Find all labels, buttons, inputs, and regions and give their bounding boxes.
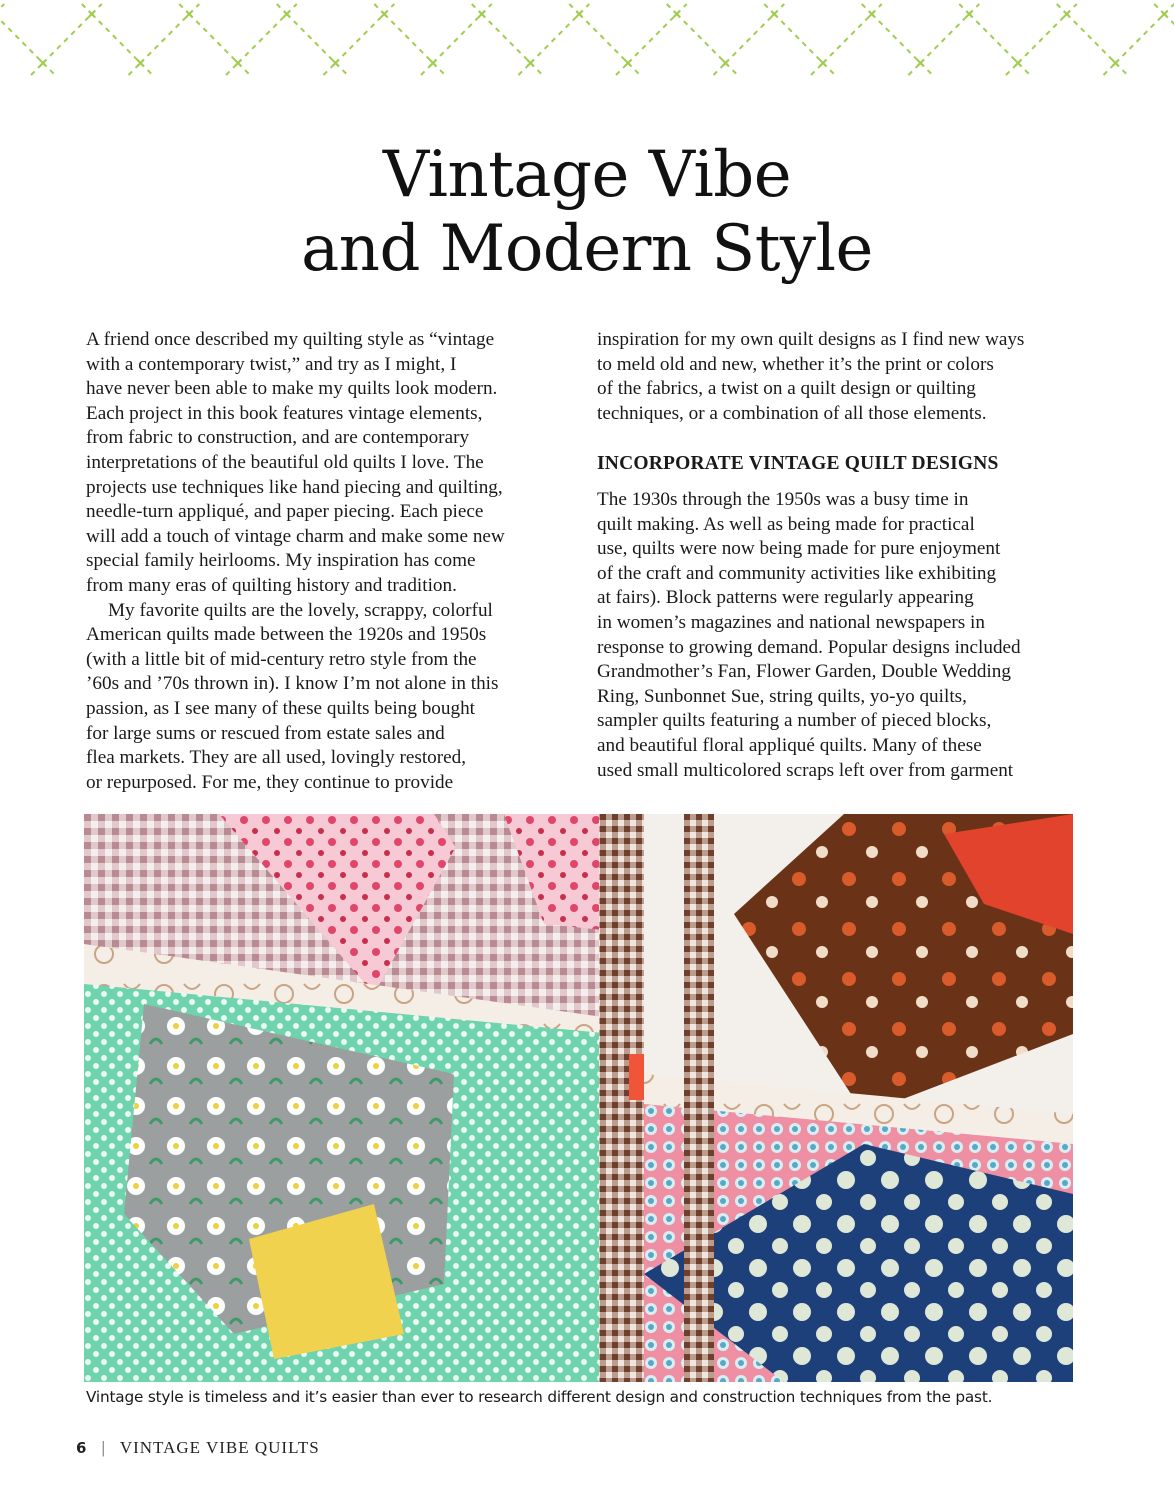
stitch-line [579,14,628,63]
body-paragraph [597,488,1077,783]
stitch-line [1164,14,1174,63]
cross-stitch-icon [723,60,729,66]
stitch-line [677,14,726,63]
stitch-line [336,14,385,63]
intro-paragraph [597,328,1077,426]
text-line: The 1930s through the 1950s was a busy time in [597,488,969,510]
text-line: American quilts made between the 1920s and 1950s [86,624,487,646]
cross-stitch-icon [918,60,924,66]
text-line: projects use techniques like hand piecing and quilting, [86,476,503,498]
cross-stitch-icon [674,11,680,17]
cross-stitch-icon [820,60,826,66]
text-line: Ring, Sunbonnet Sue, string quilts, yo-yo quilts, [597,685,967,707]
text-line: (with a little bit of mid-century retro style from the [86,648,477,670]
text-line: ’60s and ’70s thrown in). I know I’m not alone in this [86,673,499,695]
text-line: My favorite quilts are the lovely, scrappy, colorful [108,599,493,621]
text-line: for large sums or rescued from estate sales and [86,722,445,744]
cross-stitch-icon [1113,60,1119,66]
cross-stitch-icon [430,60,436,66]
text-line: have never been able to make my quilts look modern. [86,378,498,400]
stitch-line [433,14,482,63]
text-line: of the fabrics, a twist on a quilt design or quilting [597,378,976,400]
text-line: at fairs). Block patterns were regularly appearing [597,587,974,609]
text-line: in women’s magazines and national newspapers in [597,611,985,633]
cross-stitch-icon [235,60,241,66]
text-line: will add a touch of vintage charm and make some new [86,525,505,547]
cross-stitch-icon [869,11,875,17]
stitch-line [531,14,580,63]
page-footer [76,1438,320,1458]
cross-stitch-icon [284,11,290,17]
text-line: A friend once described my quilting style as “vintage [86,329,495,350]
text-line: techniques, or a combination of all those elements. [597,402,987,424]
cross-stitch-icon [1015,60,1021,66]
text-line: or repurposed. For me, they continue to provide [86,771,454,793]
text-line: inspiration for my own quilt designs as I find new ways [597,329,1025,350]
cross-stitch-icon [528,60,534,66]
stitch-line [1116,14,1165,63]
right-text-column [597,328,1077,783]
stitch-line [189,14,238,63]
stitch-line [92,14,141,63]
book-title: VINTAGE VIBE QUILTS [119,1438,320,1457]
cross-stitch-icon [381,11,387,17]
stitch-line [628,14,677,63]
text-line: and beautiful floral appliqué quilts. Many of these [597,734,982,756]
stitch-line [238,14,287,63]
paragraph [86,328,566,599]
section-heading: INCORPORATE VINTAGE QUILT DESIGNS [597,453,999,475]
cross-stitch-icon [89,11,95,17]
stitch-line [1018,14,1067,63]
text-line: passion, as I see many of these quilts being bought [86,697,476,719]
cross-stitch-icon [1064,11,1070,17]
stitch-line [1067,14,1116,63]
cross-stitch-icon [1161,11,1167,17]
photo-caption: Vintage style is timeless and it’s easier than ever to research different design and construction techniques from the past. [86,1388,993,1406]
footer-separator: | [101,1438,106,1457]
cross-stitch-icon [479,11,485,17]
text-line: with a contemporary twist,” and try as I might, I [86,353,457,375]
stitch-line [0,14,43,63]
text-line: from fabric to construction, and are contemporary [86,427,470,449]
cross-stitch-icon [138,60,144,66]
stitch-line [823,14,872,63]
text-line: from many eras of quilting history and tradition. [86,574,457,596]
text-line: interpretations of the beautiful old quilts I love. The [86,451,484,473]
page-title [0,138,1174,286]
stitch-line [43,14,92,63]
cross-stitch-icon [966,11,972,17]
text-line: response to growing demand. Popular designs included [597,636,1021,658]
title-line-2: and Modern Style [301,212,873,286]
stitch-line [0,4,4,14]
stitch-line [287,14,336,63]
page-number: 6 [76,1439,88,1457]
text-line: quilt making. As well as being made for practical [597,513,975,535]
left-text-column [86,328,566,795]
stitch-line [482,14,531,63]
quilt-photo [84,814,1073,1382]
stitch-line [774,14,823,63]
stitch-line [921,14,970,63]
text-line: to meld old and new, whether it’s the print or colors [597,353,994,375]
text-line: Grandmother’s Fan, Flower Garden, Double Wedding [597,661,1011,683]
text-line: used small multicolored scraps left over from garment [597,759,1014,781]
text-line: needle-turn appliqué, and paper piecing. Each piece [86,501,484,523]
paragraph [86,599,566,796]
stitch-line [384,14,433,63]
stitch-line [969,14,1018,63]
cross-stitch-icon [625,60,631,66]
text-line: special family heirlooms. My inspiration has come [86,550,476,572]
cross-stitch-icon [576,11,582,17]
text-line: flea markets. They are all used, lovingly restored, [86,747,467,769]
title-line-1: Vintage Vibe [382,138,792,212]
text-line: of the craft and community activities like exhibiting [597,562,997,584]
cross-stitch-icon [186,11,192,17]
cross-stitch-icon [40,60,46,66]
cross-stitch-icon [771,11,777,17]
cross-stitch-icon [333,60,339,66]
text-line: sampler quilts featuring a number of pieced blocks, [597,710,992,732]
stitch-line [726,14,775,63]
stitch-line [141,14,190,63]
text-line: use, quilts were now being made for pure enjoyment [597,538,1001,560]
stitched-diamond-border [0,0,1174,80]
text-line: Each project in this book features vintage elements, [86,402,483,424]
stitch-line [872,14,921,63]
